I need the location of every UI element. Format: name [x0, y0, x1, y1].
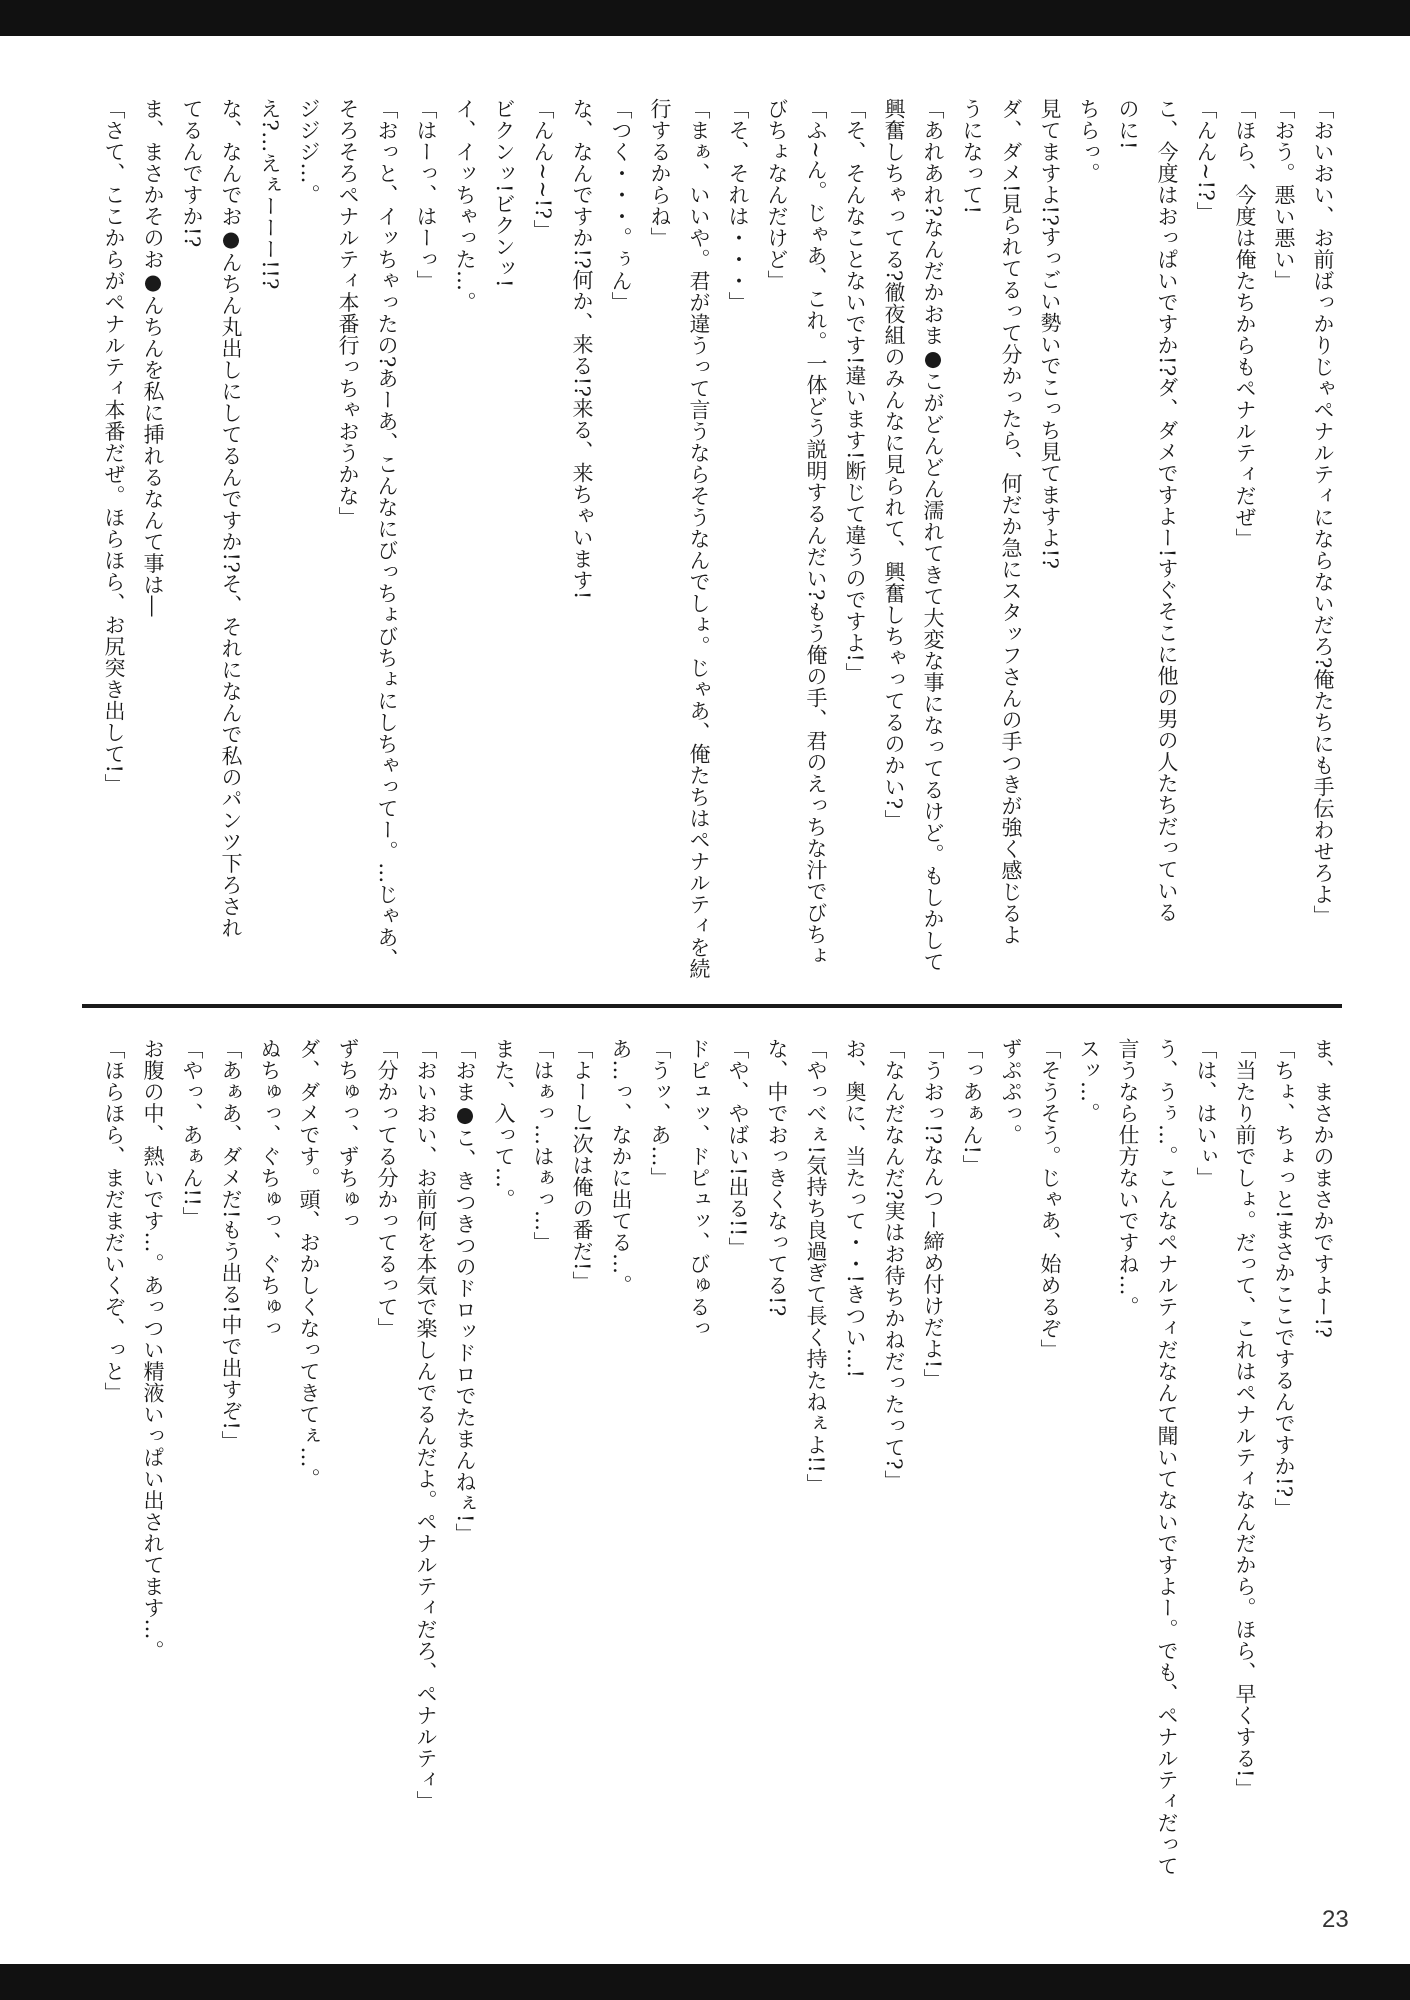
- text-line: 「ほら、今度は俺たちからもペナルティだぜ」: [1233, 98, 1257, 550]
- text-line: ぬちゅっ、ぐちゅっ、ぐちゅっ: [258, 1038, 282, 1339]
- text-line: ジジジ…。: [297, 98, 321, 206]
- text-line: 「あぁあ、ダメだ!もう出る!中で出すぞ!」: [219, 1038, 243, 1452]
- text-line: な、中でおっきくなってる!?: [765, 1038, 789, 1317]
- text-line: な、なんでお●んちん丸出しにしてるんですか!?そ、それになんで私のパンツ下ろされ: [219, 98, 243, 939]
- text-line: うになって!: [960, 98, 984, 215]
- text-line: ま、まさかのまさかですよー!?: [1311, 1038, 1335, 1339]
- text-line: 「そ、そんなことないです!違います!断じて違うのですよ!」: [843, 98, 867, 684]
- text-line: イ、イッちゃった…。: [453, 98, 477, 313]
- text-line: 行するからね」: [648, 98, 672, 249]
- top-border-bar: [0, 0, 1410, 36]
- text-line: 「おっと、イッちゃったの?あーあ、こんなにびっちょびちょにしちゃってー。…じゃあ、: [375, 98, 399, 970]
- text-line: 「なんだなんだ?実はお待ちかねだったって?」: [882, 1038, 906, 1492]
- text-line: 興奮しちゃってる?徹夜組のみんなに見られて、興奮しちゃってるのかい?」: [882, 98, 906, 832]
- text-line: ちらっ。: [1077, 98, 1101, 184]
- text-line: そろそろペナルティ本番行っちゃおうかな」: [336, 98, 360, 528]
- text-line: ビクンッ!ビクンッ!: [492, 98, 516, 288]
- text-line: 「まぁ、いいや。君が違うって言うならそうなんでしょ。じゃあ、俺たちはペナルティを続: [687, 98, 711, 980]
- text-line: 「んん~~!?」: [531, 98, 555, 241]
- bottom-border-bar: [0, 1964, 1410, 2000]
- text-line: 「分かってる分かってるって」: [375, 1038, 399, 1339]
- text-line: 見てますよ!?すっごい勢いでこっち見てますよ!?: [1038, 98, 1062, 570]
- text-line: こ、今度はおっぱいですか!?ダ、ダメですよー!すぐそこに他の男の人たちだっている: [1155, 98, 1179, 924]
- text-line: あ…っ、なかに出てる…。: [609, 1038, 633, 1296]
- text-line: 「ほらほら、まだまだいくぞ、っと」: [102, 1038, 126, 1404]
- text-block-upper: [82, 98, 1342, 998]
- text-line: 「さて、ここからがペナルティ本番だぜ。ほらほら、お尻突き出して!」: [102, 98, 126, 795]
- text-line: 「うおっ!?なんつー締め付けだよ!」: [921, 1038, 945, 1391]
- text-line: 「んん~!?」: [1194, 98, 1218, 223]
- text-line: 言うなら仕方ないですね…。: [1116, 1038, 1140, 1318]
- text-line: 「っあぁん!」: [960, 1038, 984, 1176]
- text-line: 「ふ~ん。じゃあ、これ。一体どう説明するんだい?もう俺の手、君のえっちな汁でびちょ: [804, 98, 828, 967]
- text-line: ずぷぷっ。: [999, 1038, 1023, 1146]
- text-line: 「おいおい、お前ばっかりじゃペナルティにならないだろ?俺たちにも手伝わせろよ」: [1311, 98, 1335, 927]
- text-line: 「はーっ、はーっ」: [414, 98, 438, 292]
- text-line: お、奥に、当たって・・!きつい…!: [843, 1038, 867, 1379]
- text-line: のに!: [1116, 98, 1140, 150]
- text-line: 「はぁっ…はぁっ…」: [531, 1038, 555, 1253]
- text-line: 「は、はいぃ」: [1194, 1038, 1218, 1189]
- section-divider: [82, 1004, 1342, 1008]
- text-line: う、うぅ…。こんなペナルティだなんて聞いてないですよー。でも、ペナルティだって: [1155, 1038, 1179, 1877]
- text-line: てるんですか!?: [180, 98, 204, 248]
- text-line: 「おう。悪い悪い」: [1272, 98, 1296, 292]
- text-line: 「おいおい、お前何を本気で楽しんでるんだよ。ペナルティだろ、ペナルティ」: [414, 1038, 438, 1812]
- page-number: 23: [1322, 1906, 1349, 1933]
- text-line: 「おま●こ、きつきつのドロッドロでたまんねぇ!」: [453, 1038, 477, 1545]
- text-line: え?…えぇーーー!!?: [258, 98, 282, 290]
- text-line: ドピュッ、ドピュッ、びゅるっ: [687, 1038, 711, 1339]
- text-block-lower: [82, 1038, 1342, 1948]
- text-line: 「つく・・・。ぅん」: [609, 98, 633, 313]
- text-line: 「そ、それは・・・」: [726, 98, 750, 313]
- text-line: な、なんですか!?何か、来る!?来る、来ちゃいます!: [570, 98, 594, 600]
- text-line: 「当たり前でしょ。だって、これはペナルティなんだから。ほら、早くする!」: [1233, 1038, 1257, 1800]
- text-line: お腹の中、熱いです…。あっつい精液いっぱい出されてます…。: [141, 1038, 165, 1662]
- text-line: 「あれあれ?なんだかおま●こがどんどん濡れてきて大変な事になってるけど。もしかして: [921, 98, 945, 973]
- text-line: 「やっ、あぁん!!」: [180, 1038, 204, 1228]
- text-line: ダ、ダメ!見られてるって分かったら、何だか急にスタッフさんの手つきが強く感じるよ: [999, 98, 1023, 946]
- text-line: スッ…。: [1077, 1038, 1101, 1124]
- text-line: 「ちょ、ちょっと!まさかここでするんですか!?」: [1272, 1038, 1296, 1520]
- text-line: 「そうそう。じゃあ、始めるぞ」: [1038, 1038, 1062, 1361]
- text-line: ダ、ダメです。頭、おかしくなってきてぇ…。: [297, 1038, 321, 1490]
- text-line: また、入って…。: [492, 1038, 516, 1210]
- text-line: 「や、やばい!出る!!」: [726, 1038, 750, 1259]
- text-line: びちょなんだけど」: [765, 98, 789, 292]
- text-line: ずちゅっ、ずちゅっ: [336, 1038, 360, 1232]
- text-line: 「よーし!次は俺の番だ!」: [570, 1038, 594, 1293]
- text-line: 「やっべぇ!気持ち良過ぎて長く持たねぇよ!!」: [804, 1038, 828, 1495]
- text-line: ま、まさかそのお●んちんを私に挿れるなんて事は―: [141, 98, 165, 617]
- text-line: 「うッ、あ…」: [648, 1038, 672, 1189]
